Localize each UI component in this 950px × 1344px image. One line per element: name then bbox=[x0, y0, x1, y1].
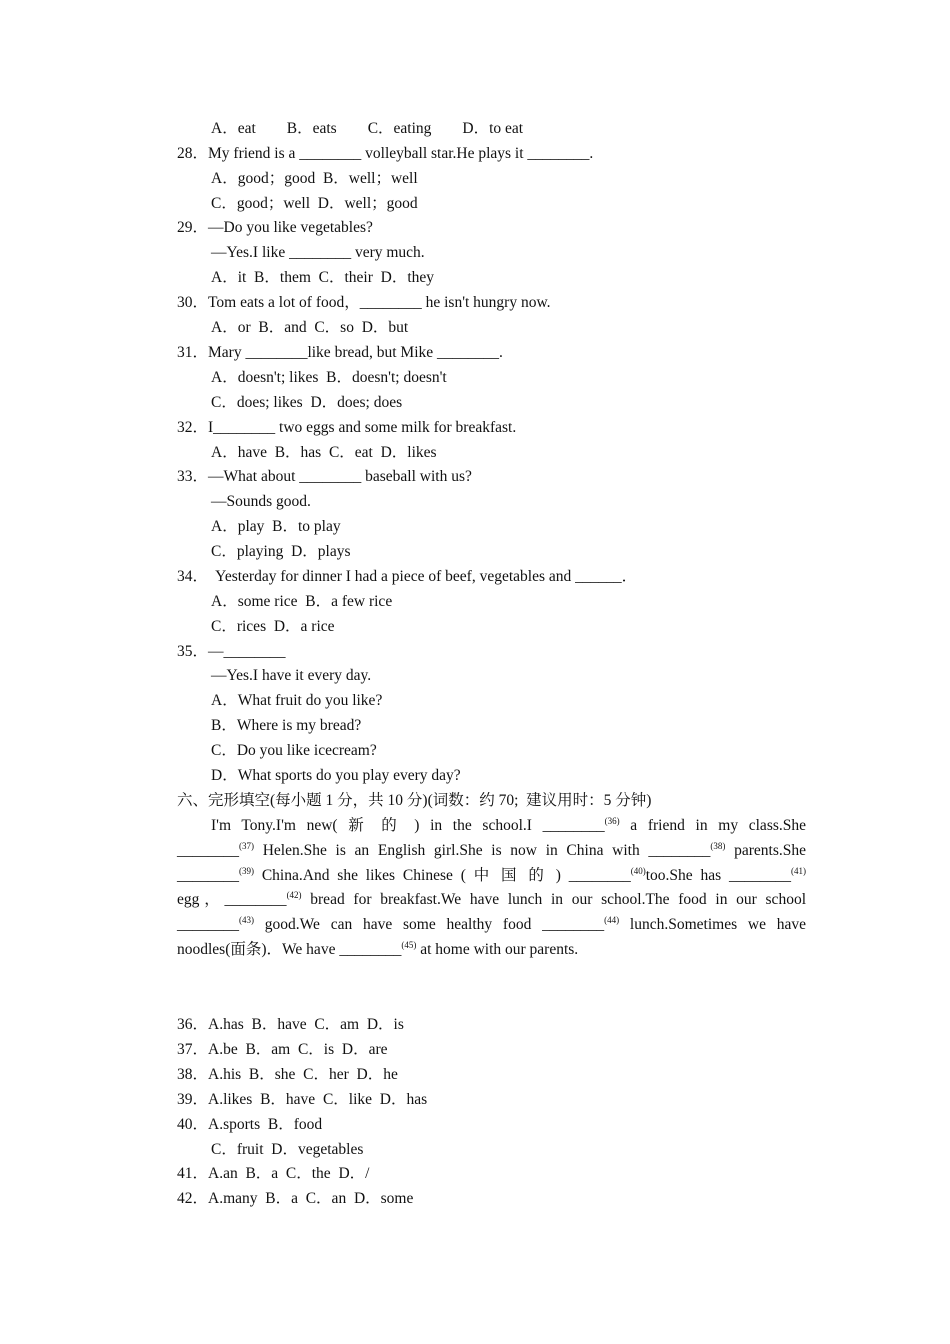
passage-text: China.And she likes Chinese ( 中 国 的 ) ________ bbox=[254, 866, 631, 884]
passage-line-1 bbox=[177, 814, 806, 839]
q34-options-cd: C．rices D．a rice bbox=[211, 618, 335, 635]
passage-text: ________ bbox=[177, 916, 239, 934]
passage-text: Helen.She is an English girl.She is now in China with ________ bbox=[254, 841, 711, 859]
cloze-q41: 41．A.an B．a C．the D．/ bbox=[177, 1165, 370, 1182]
passage-text: at home with our parents. bbox=[416, 940, 579, 958]
passage-text: lunch.Sometimes we have bbox=[619, 916, 806, 934]
question-32: 32．I________ two eggs and some milk for breakfast. bbox=[177, 419, 517, 436]
blank-number-39: (39) bbox=[239, 865, 254, 876]
passage-line-4 bbox=[177, 888, 806, 913]
question-34: 34． Yesterday for dinner I had a piece of beef, vegetables and ______． bbox=[177, 568, 638, 585]
passage-text: bread for breakfast.We have lunch in our school.The food in our school bbox=[301, 891, 806, 909]
q29-reply: —Yes.I like ________ very much. bbox=[211, 244, 425, 261]
cloze-q36: 36．A.has B．have C．am D．is bbox=[177, 1016, 404, 1033]
cloze-q40-options-cd: C．fruit D．vegetables bbox=[211, 1141, 364, 1158]
question-31: 31．Mary ________like bread, but Mike ________. bbox=[177, 344, 503, 361]
q30-options: A．or B．and C．so D．but bbox=[211, 319, 409, 336]
q35-reply: —Yes.I have it every day. bbox=[211, 667, 372, 684]
blank-number-45: (45) bbox=[401, 939, 417, 950]
blank-number-40: (40) bbox=[630, 865, 646, 876]
question-33: 33．—What about ________ baseball with us? bbox=[177, 468, 472, 485]
cloze-q40: 40．A.sports B．food bbox=[177, 1116, 323, 1133]
blank-number-41: (41) bbox=[791, 865, 806, 876]
blank-number-36: (36) bbox=[604, 815, 620, 826]
passage-text: noodles(面条)．We have ________ bbox=[177, 940, 402, 958]
blank-number-42: (42) bbox=[286, 890, 302, 901]
cloze-q38: 38．A.his B．she C．her D．he bbox=[177, 1066, 398, 1083]
passage-text: good.We can have some healthy food ________ bbox=[254, 916, 605, 934]
q33-options-ab: A．play B．to play bbox=[211, 518, 341, 535]
question-30: 30．Tom eats a lot of food，________ he isn't hungry now. bbox=[177, 294, 551, 311]
cloze-q42: 42．A.many B．a C．an D．some bbox=[177, 1190, 414, 1207]
q31-options-cd: C．does; likes D．does; does bbox=[211, 394, 403, 411]
q35-option-c: C．Do you like icecream? bbox=[211, 742, 377, 759]
passage-line-3 bbox=[177, 864, 806, 889]
passage-text: ________ bbox=[177, 841, 239, 859]
section-heading-cloze: 六、完形填空(每小题 1 分，共 10 分)(词数：约 70; 建议用时：5 分钟) bbox=[177, 792, 652, 809]
passage-text: too.She has ________ bbox=[645, 866, 791, 884]
passage-text: a friend in my class.She bbox=[619, 817, 807, 834]
blank-number-44: (44) bbox=[604, 915, 620, 926]
passage-text: I'm Tony.I'm new( 新 的 ) in the school.I ________ bbox=[211, 817, 605, 834]
passage-line-5 bbox=[177, 913, 806, 938]
q29-options: A．it B．them C．their D．they bbox=[211, 269, 435, 286]
blank-number-43: (43) bbox=[239, 915, 254, 926]
passage-text: parents.She bbox=[725, 841, 806, 859]
q28-options-cd: C．good；well D．well；good bbox=[211, 195, 418, 212]
q35-option-b: B．Where is my bread? bbox=[211, 717, 362, 734]
cloze-q39: 39．A.likes B．have C．like D．has bbox=[177, 1091, 428, 1108]
cloze-passage bbox=[177, 814, 806, 963]
blank-number-38: (38) bbox=[710, 840, 726, 851]
question-35: 35．—________ bbox=[177, 643, 286, 660]
q35-option-d: D．What sports do you play every day? bbox=[211, 767, 461, 784]
blank-number-37: (37) bbox=[239, 840, 254, 851]
passage-line-6 bbox=[177, 938, 806, 963]
q27-options: A．eat B．eats C．eating D．to eat bbox=[211, 120, 524, 137]
q31-options-ab: A．doesn't; likes B．doesn't; doesn't bbox=[211, 369, 447, 386]
q32-options: A．have B．has C．eat D．likes bbox=[211, 444, 437, 461]
q33-options-cd: C．playing D．plays bbox=[211, 543, 351, 560]
passage-text: ________ bbox=[177, 866, 239, 884]
question-29: 29．—Do you like vegetables? bbox=[177, 219, 373, 236]
q28-options-ab: A．good；good B．well；well bbox=[211, 170, 418, 187]
q35-option-a: A．What fruit do you like? bbox=[211, 692, 383, 709]
q34-options-ab: A．some rice B．a few rice bbox=[211, 593, 393, 610]
q33-reply: —Sounds good. bbox=[211, 493, 311, 510]
cloze-q37: 37．A.be B．am C．is D．are bbox=[177, 1041, 388, 1058]
passage-line-2 bbox=[177, 839, 806, 864]
question-28: 28．My friend is a ________ volleyball star.He plays it ________. bbox=[177, 145, 594, 162]
passage-text: egg，________ bbox=[177, 891, 287, 909]
